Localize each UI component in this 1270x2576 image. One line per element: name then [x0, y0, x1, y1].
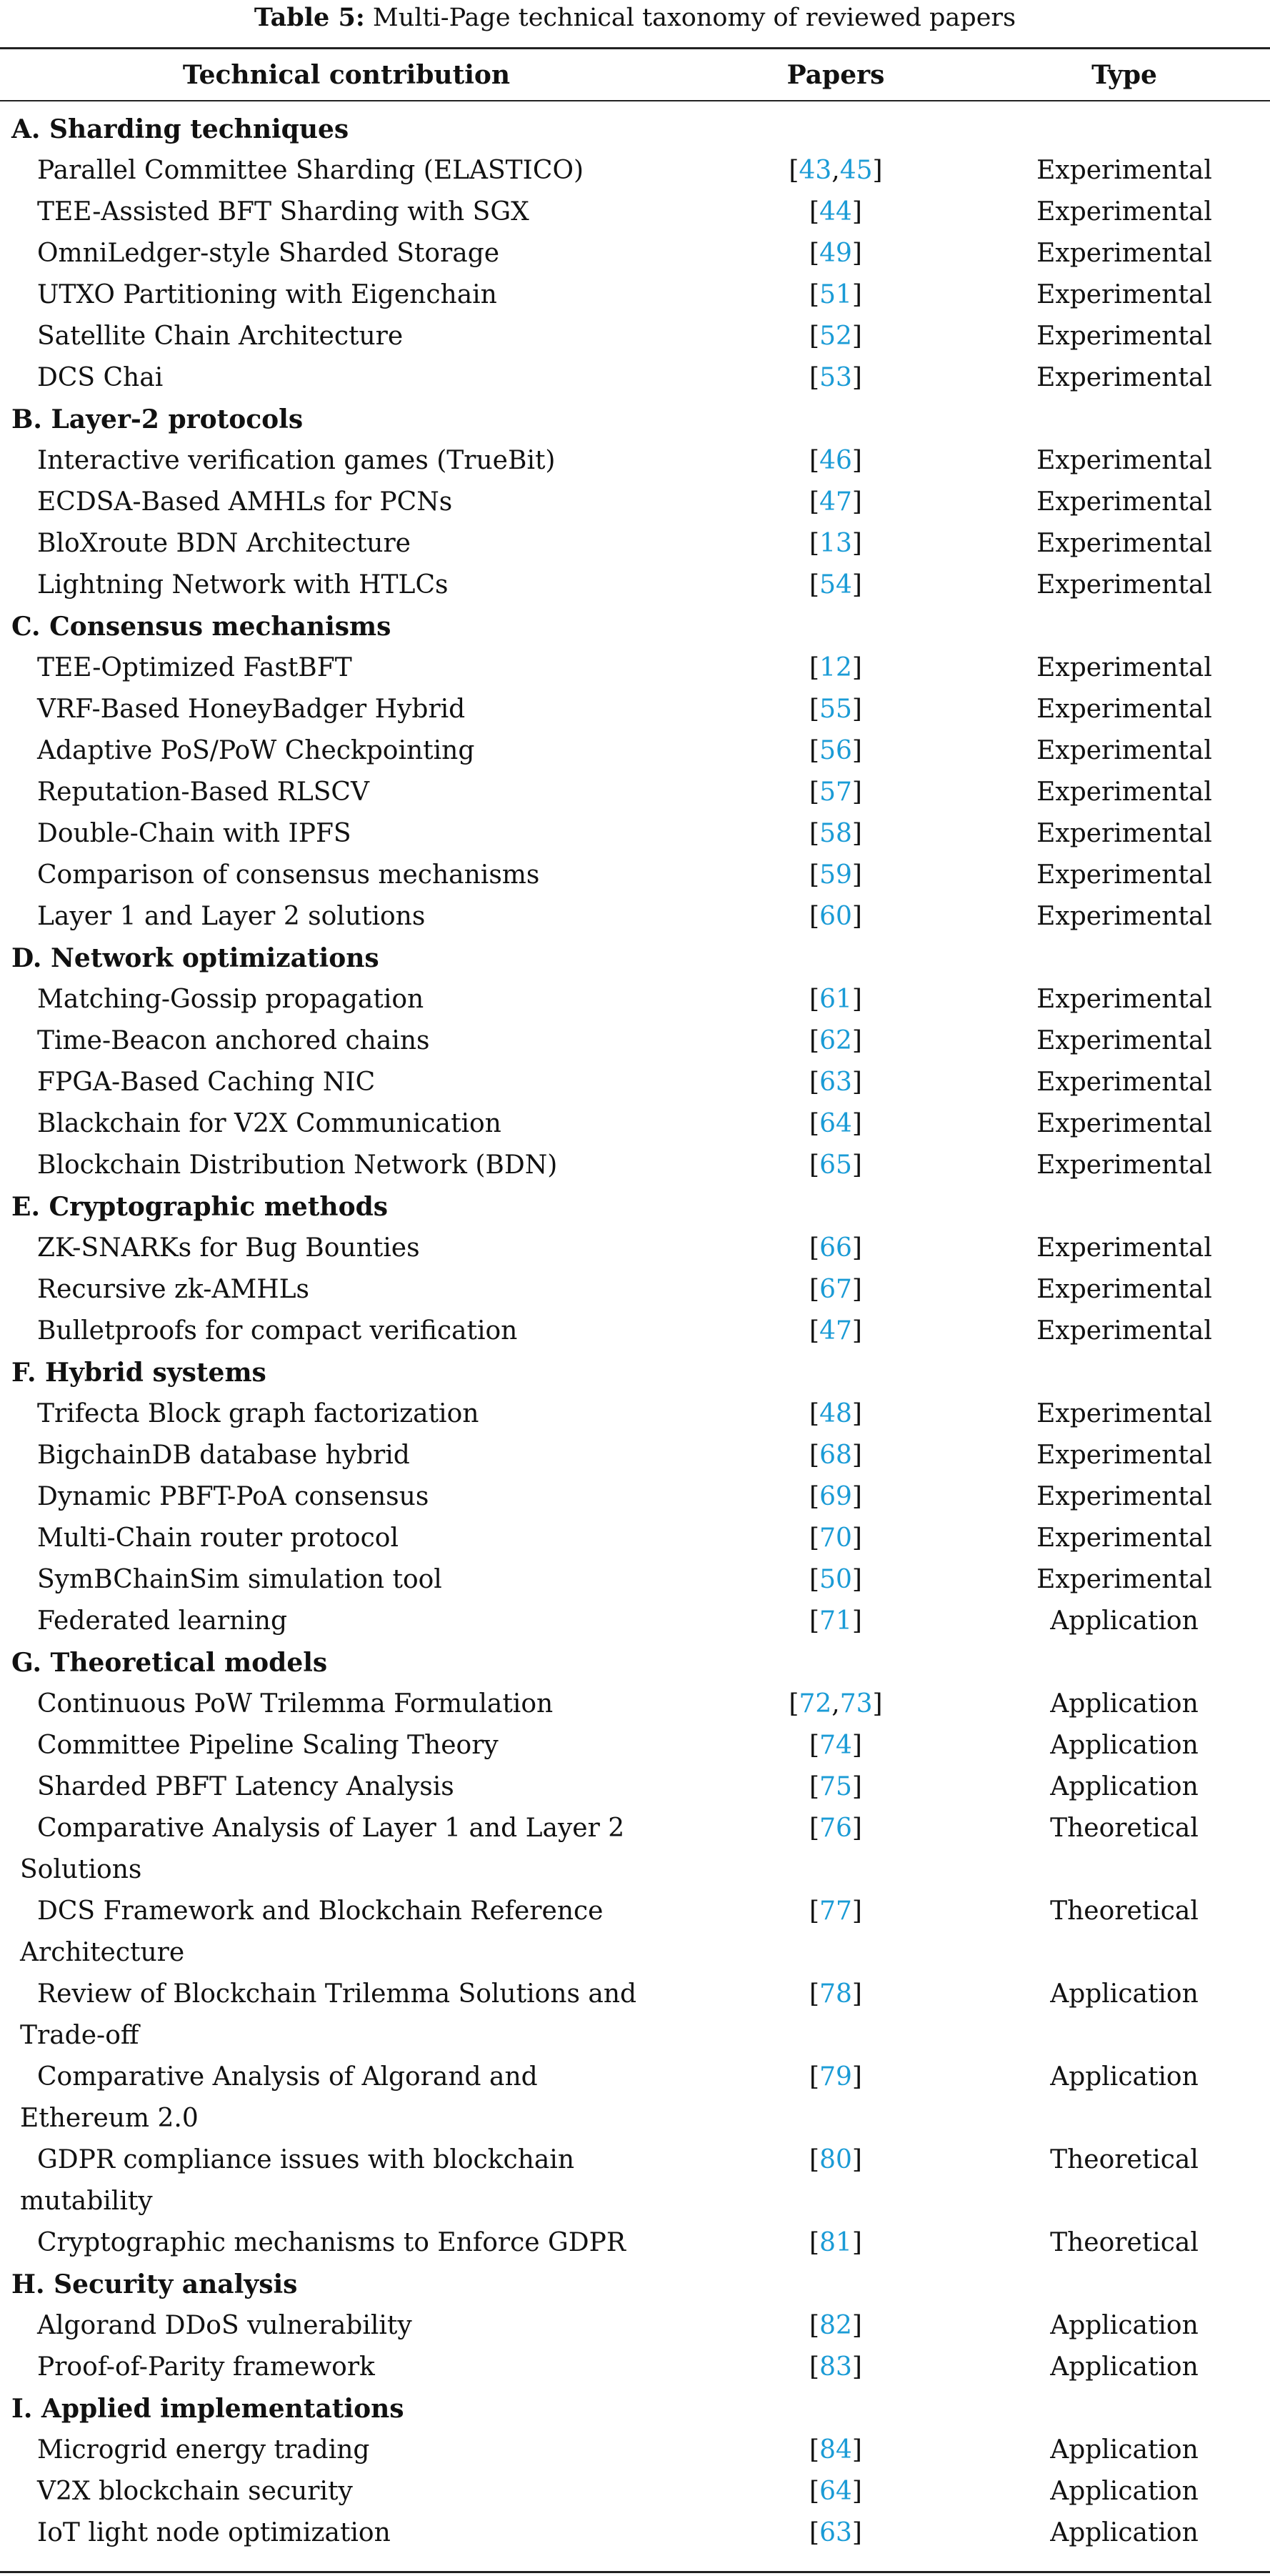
- table-row: [0, 1891, 1270, 1974]
- table-row: [0, 855, 1270, 896]
- type-cell: Application: [1050, 2435, 1199, 2465]
- table-header-rule: [0, 100, 1270, 101]
- technical-contribution-cell: Adaptive PoS/PoW Checkpointing: [37, 736, 475, 765]
- type-cell: Experimental: [1036, 902, 1212, 931]
- citation-link[interactable]: 58: [819, 819, 852, 848]
- papers-cell: [63]: [809, 1068, 862, 1097]
- technical-contribution-cell: GDPR compliance issues with blockchain mutability: [20, 2145, 575, 2216]
- citation-link[interactable]: 75: [819, 1772, 852, 1801]
- papers-cell: [12]: [809, 653, 862, 682]
- table-row: [0, 730, 1270, 772]
- citation-link[interactable]: 83: [819, 2352, 852, 2382]
- table-row: [0, 2471, 1270, 2512]
- category-label: H. Security analysis: [11, 2269, 298, 2299]
- category-row: [0, 1186, 1270, 1228]
- technical-contribution-cell: VRF-Based HoneyBadger Hybrid: [37, 695, 466, 724]
- citation-link[interactable]: 72: [799, 1689, 832, 1719]
- citation-link[interactable]: 63: [819, 1068, 852, 1097]
- table-row: [0, 523, 1270, 565]
- citation-link[interactable]: 55: [819, 695, 852, 724]
- table-row: [0, 1020, 1270, 1062]
- type-cell: Application: [1050, 1606, 1199, 1636]
- table-row: [0, 1559, 1270, 1601]
- table-row: [0, 1725, 1270, 1766]
- category-row: [0, 109, 1270, 150]
- citation-link[interactable]: 70: [819, 1523, 852, 1553]
- table-row: [0, 647, 1270, 689]
- category-label: B. Layer-2 protocols: [11, 404, 304, 434]
- technical-contribution-cell: SymBChainSim simulation tool: [37, 1565, 442, 1594]
- type-cell: Application: [1050, 2477, 1199, 2506]
- type-cell: Experimental: [1036, 777, 1212, 807]
- papers-cell: [77]: [809, 1896, 862, 1926]
- papers-cell: [79]: [809, 2062, 862, 2092]
- technical-contribution-cell: V2X blockchain security: [37, 2477, 353, 2506]
- table-row: [0, 1974, 1270, 2057]
- type-cell: Experimental: [1036, 529, 1212, 558]
- citation-link[interactable]: 44: [819, 197, 852, 227]
- technical-contribution-cell: Interactive verification games (TrueBit): [37, 446, 556, 475]
- table-row: [0, 1476, 1270, 1518]
- table-row: [0, 2347, 1270, 2388]
- table-caption: [0, 0, 1270, 36]
- technical-contribution-cell: Comparison of consensus mechanisms: [37, 860, 540, 890]
- technical-contribution-cell: OmniLedger-style Sharded Storage: [37, 239, 500, 268]
- type-cell: Application: [1050, 2352, 1199, 2382]
- citation-link[interactable]: 65: [819, 1150, 852, 1180]
- type-cell: Theoretical: [1050, 1814, 1199, 1843]
- table-row: [0, 1766, 1270, 1808]
- papers-cell: [84]: [809, 2435, 862, 2465]
- technical-contribution-cell: Proof-of-Parity framework: [37, 2352, 375, 2382]
- category-row: [0, 2264, 1270, 2305]
- table-row: [0, 1145, 1270, 1186]
- table-body: [0, 109, 1270, 2554]
- type-cell: Theoretical: [1050, 2228, 1199, 2257]
- technical-contribution-cell: Algorand DDoS vulnerability: [37, 2311, 412, 2340]
- column-header-contribution: Technical contribution: [182, 60, 511, 90]
- type-cell: Experimental: [1036, 1482, 1212, 1511]
- table-row: [0, 192, 1270, 233]
- table-row: [0, 2512, 1270, 2554]
- papers-cell: [62]: [809, 1026, 862, 1055]
- citation-link[interactable]: 74: [819, 1731, 852, 1760]
- technical-contribution-cell: Bulletproofs for compact verification: [37, 1316, 518, 1346]
- citation-link[interactable]: 48: [819, 1399, 852, 1428]
- citation-link[interactable]: 81: [819, 2228, 852, 2257]
- type-cell: Application: [1050, 1979, 1199, 2009]
- table-row: [0, 233, 1270, 274]
- table-row: [0, 813, 1270, 855]
- technical-contribution-cell: Continuous PoW Trilemma Formulation: [37, 1689, 554, 1719]
- papers-cell: [65]: [809, 1150, 862, 1180]
- citation-link[interactable]: 78: [819, 1979, 852, 2009]
- citation-link[interactable]: 80: [819, 2145, 852, 2174]
- type-cell: Experimental: [1036, 819, 1212, 848]
- papers-cell: [54]: [809, 570, 862, 600]
- technical-contribution-cell: ECDSA-Based AMHLs for PCNs: [37, 487, 453, 517]
- technical-contribution-cell: FPGA-Based Caching NIC: [37, 1068, 376, 1097]
- type-cell: Experimental: [1036, 280, 1212, 309]
- table-row: [0, 1062, 1270, 1103]
- table-caption-label: Table 5:: [254, 3, 365, 32]
- category-label: I. Applied implementations: [11, 2394, 404, 2424]
- technical-contribution-cell: IoT light node optimization: [37, 2518, 391, 2547]
- category-label: A. Sharding techniques: [11, 114, 349, 144]
- citation-link[interactable]: 47: [819, 487, 852, 517]
- table-row: [0, 274, 1270, 316]
- technical-contribution-cell: ZK-SNARKs for Bug Bounties: [37, 1233, 420, 1263]
- type-cell: Experimental: [1036, 1026, 1212, 1055]
- papers-cell: [47]: [809, 487, 862, 517]
- type-cell: Experimental: [1036, 487, 1212, 517]
- citation-link[interactable]: 69: [819, 1482, 852, 1511]
- citation-link[interactable]: 12: [819, 653, 852, 682]
- category-label: F. Hybrid systems: [11, 1358, 266, 1388]
- category-row: [0, 1352, 1270, 1393]
- table-row: [0, 2430, 1270, 2471]
- citation-link[interactable]: 46: [819, 446, 852, 475]
- type-cell: Theoretical: [1050, 2145, 1199, 2174]
- citation-link[interactable]: 61: [819, 985, 852, 1014]
- papers-cell: [80]: [809, 2145, 862, 2174]
- technical-contribution-cell: Blackchain for V2X Communication: [37, 1109, 501, 1138]
- table-row: [0, 1518, 1270, 1559]
- technical-contribution-cell: Parallel Committee Sharding (ELASTICO): [37, 156, 584, 185]
- table-row: [0, 1684, 1270, 1725]
- table-row: [0, 565, 1270, 606]
- type-cell: Experimental: [1036, 985, 1212, 1014]
- type-cell: Application: [1050, 2518, 1199, 2547]
- citation-link[interactable]: 68: [819, 1441, 852, 1470]
- papers-cell: [13]: [809, 529, 862, 558]
- citation-link[interactable]: 50: [819, 1565, 852, 1594]
- papers-cell: [51]: [809, 280, 862, 309]
- citation-link[interactable]: 82: [819, 2311, 852, 2340]
- citation-link[interactable]: 45: [839, 156, 873, 185]
- technical-contribution-cell: Dynamic PBFT-PoA consensus: [37, 1482, 429, 1511]
- category-label: G. Theoretical models: [11, 1648, 328, 1678]
- papers-cell: [48]: [809, 1399, 862, 1428]
- type-cell: Theoretical: [1050, 1896, 1199, 1926]
- papers-cell: [82]: [809, 2311, 862, 2340]
- technical-contribution-cell: Review of Blockchain Trilemma Solutions and Trade-off: [20, 1979, 637, 2050]
- technical-contribution-cell: Comparative Analysis of Algorand and Ethereum 2.0: [20, 2062, 538, 2133]
- table-row: [0, 2305, 1270, 2347]
- type-cell: Experimental: [1036, 736, 1212, 765]
- technical-contribution-cell: Blockchain Distribution Network (BDN): [37, 1150, 558, 1180]
- citation-link[interactable]: 51: [819, 280, 852, 309]
- citation-link[interactable]: 53: [819, 363, 852, 392]
- papers-cell: [68]: [809, 1441, 862, 1470]
- table-row: [0, 440, 1270, 482]
- table-row: [0, 1269, 1270, 1311]
- table-caption-text: Multi-Page technical taxonomy of reviewed papers: [372, 4, 1016, 32]
- papers-cell: [59]: [809, 860, 862, 890]
- category-row: [0, 399, 1270, 440]
- type-cell: Experimental: [1036, 1068, 1212, 1097]
- papers-cell: [61]: [809, 985, 862, 1014]
- papers-cell: [75]: [809, 1772, 862, 1801]
- technical-contribution-cell: Trifecta Block graph factorization: [37, 1399, 479, 1428]
- technical-contribution-cell: TEE-Assisted BFT Sharding with SGX: [37, 197, 529, 227]
- papers-cell: [71]: [809, 1606, 862, 1636]
- table-row: [0, 1311, 1270, 1352]
- table-row: [0, 2057, 1270, 2139]
- type-cell: Experimental: [1036, 1316, 1212, 1346]
- technical-contribution-cell: DCS Framework and Blockchain Reference Architecture: [20, 1896, 604, 1967]
- type-cell: Experimental: [1036, 239, 1212, 268]
- papers-cell: [43,45]: [789, 156, 883, 185]
- technical-contribution-cell: Recursive zk-AMHLs: [37, 1275, 309, 1304]
- table-row: [0, 1228, 1270, 1269]
- citation-link[interactable]: 57: [819, 777, 852, 807]
- table-row: [0, 689, 1270, 730]
- citation-link[interactable]: 54: [819, 570, 852, 600]
- category-label: E. Cryptographic methods: [11, 1192, 389, 1222]
- technical-contribution-cell: Lightning Network with HTLCs: [37, 570, 449, 600]
- table-row: [0, 772, 1270, 813]
- category-label: C. Consensus mechanisms: [11, 612, 391, 642]
- technical-contribution-cell: Cryptographic mechanisms to Enforce GDPR: [37, 2228, 626, 2257]
- technical-contribution-cell: Matching-Gossip propagation: [37, 985, 424, 1014]
- type-cell: Experimental: [1036, 1150, 1212, 1180]
- type-cell: Application: [1050, 1772, 1199, 1801]
- citation-link[interactable]: 49: [819, 239, 852, 268]
- technical-contribution-cell: Multi-Chain router protocol: [37, 1523, 399, 1553]
- type-cell: Experimental: [1036, 1233, 1212, 1263]
- papers-cell: [53]: [809, 363, 862, 392]
- papers-cell: [47]: [809, 1316, 862, 1346]
- table-row: [0, 979, 1270, 1020]
- papers-cell: [83]: [809, 2352, 862, 2382]
- technical-contribution-cell: Satellite Chain Architecture: [37, 322, 404, 351]
- type-cell: Experimental: [1036, 1441, 1212, 1470]
- type-cell: Experimental: [1036, 1109, 1212, 1138]
- papers-cell: [67]: [809, 1275, 862, 1304]
- citation-link[interactable]: 66: [819, 1233, 852, 1263]
- category-row: [0, 2388, 1270, 2430]
- papers-cell: [55]: [809, 695, 862, 724]
- papers-cell: [60]: [809, 902, 862, 931]
- table-row: [0, 1435, 1270, 1476]
- type-cell: Experimental: [1036, 156, 1212, 185]
- citation-link[interactable]: 52: [819, 322, 852, 351]
- papers-cell: [72,73]: [789, 1689, 883, 1719]
- type-cell: Experimental: [1036, 1399, 1212, 1428]
- column-header-papers: Papers: [786, 60, 885, 90]
- technical-contribution-cell: Committee Pipeline Scaling Theory: [37, 1731, 499, 1760]
- papers-cell: [56]: [809, 736, 862, 765]
- category-row: [0, 938, 1270, 979]
- papers-cell: [49]: [809, 239, 862, 268]
- type-cell: Experimental: [1036, 1275, 1212, 1304]
- papers-cell: [63]: [809, 2518, 862, 2547]
- papers-cell: [70]: [809, 1523, 862, 1553]
- category-row: [0, 1642, 1270, 1684]
- citation-link[interactable]: 67: [819, 1275, 852, 1304]
- citation-link[interactable]: 71: [819, 1606, 852, 1636]
- type-cell: Experimental: [1036, 446, 1212, 475]
- table-row: [0, 2139, 1270, 2222]
- technical-contribution-cell: Reputation-Based RLSCV: [37, 777, 369, 807]
- papers-cell: [57]: [809, 777, 862, 807]
- table-row: [0, 896, 1270, 938]
- category-label: D. Network optimizations: [11, 943, 379, 973]
- table-row: [0, 2222, 1270, 2264]
- technical-contribution-cell: Double-Chain with IPFS: [37, 819, 351, 848]
- type-cell: Experimental: [1036, 1565, 1212, 1594]
- table-row: [0, 1103, 1270, 1145]
- table-row: [0, 316, 1270, 357]
- table-bottom-rule: [0, 2571, 1270, 2573]
- type-cell: Application: [1050, 1731, 1199, 1760]
- technical-contribution-cell: Federated learning: [37, 1606, 288, 1636]
- type-cell: Experimental: [1036, 653, 1212, 682]
- citation-link[interactable]: 76: [819, 1814, 852, 1843]
- column-header-type: Type: [1091, 60, 1157, 90]
- table-row: [0, 1808, 1270, 1891]
- papers-cell: [76]: [809, 1814, 862, 1843]
- citation-link[interactable]: 47: [819, 1316, 852, 1346]
- citation-link[interactable]: 59: [819, 860, 852, 890]
- papers-cell: [46]: [809, 446, 862, 475]
- citation-link[interactable]: 79: [819, 2062, 852, 2092]
- technical-contribution-cell: TEE-Optimized FastBFT: [37, 653, 352, 682]
- technical-contribution-cell: Time-Beacon anchored chains: [37, 1026, 430, 1055]
- technical-contribution-cell: Microgrid energy trading: [37, 2435, 370, 2465]
- table-row: [0, 150, 1270, 192]
- citation-link[interactable]: 63: [819, 2518, 852, 2547]
- type-cell: Experimental: [1036, 1523, 1212, 1553]
- table-row: [0, 482, 1270, 523]
- type-cell: Experimental: [1036, 322, 1212, 351]
- table-top-rule: [0, 47, 1270, 49]
- type-cell: Experimental: [1036, 695, 1212, 724]
- table-row: [0, 1393, 1270, 1435]
- technical-contribution-cell: Layer 1 and Layer 2 solutions: [37, 902, 426, 931]
- citation-link[interactable]: 62: [819, 1026, 852, 1055]
- papers-cell: [64]: [809, 2477, 862, 2506]
- type-cell: Application: [1050, 1689, 1199, 1719]
- technical-contribution-cell: BigchainDB database hybrid: [37, 1441, 410, 1470]
- table-row: [0, 357, 1270, 399]
- type-cell: Experimental: [1036, 860, 1212, 890]
- citation-link[interactable]: 64: [819, 2477, 852, 2506]
- papers-cell: [58]: [809, 819, 862, 848]
- citation-link[interactable]: 43: [799, 156, 832, 185]
- papers-cell: [44]: [809, 197, 862, 227]
- papers-cell: [66]: [809, 1233, 862, 1263]
- technical-contribution-cell: UTXO Partitioning with Eigenchain: [37, 280, 497, 309]
- type-cell: Application: [1050, 2062, 1199, 2092]
- category-row: [0, 606, 1270, 647]
- citation-link[interactable]: 56: [819, 736, 852, 765]
- table-row: [0, 1601, 1270, 1642]
- papers-cell: [74]: [809, 1731, 862, 1760]
- technical-contribution-cell: Comparative Analysis of Layer 1 and Layer 2 Solutions: [20, 1814, 625, 1884]
- type-cell: Application: [1050, 2311, 1199, 2340]
- citation-link[interactable]: 13: [819, 529, 852, 558]
- papers-cell: [50]: [809, 1565, 862, 1594]
- technical-contribution-cell: BloXroute BDN Architecture: [37, 529, 411, 558]
- papers-cell: [78]: [809, 1979, 862, 2009]
- citation-link[interactable]: 77: [819, 1896, 852, 1926]
- type-cell: Experimental: [1036, 570, 1212, 600]
- papers-cell: [69]: [809, 1482, 862, 1511]
- citation-link[interactable]: 73: [839, 1689, 873, 1719]
- citation-link[interactable]: 60: [819, 902, 852, 931]
- technical-contribution-cell: DCS Chai: [37, 363, 164, 392]
- papers-cell: [52]: [809, 322, 862, 351]
- citation-link[interactable]: 84: [819, 2435, 852, 2465]
- papers-cell: [81]: [809, 2228, 862, 2257]
- technical-contribution-cell: Sharded PBFT Latency Analysis: [37, 1772, 454, 1801]
- citation-link[interactable]: 64: [819, 1109, 852, 1138]
- type-cell: Experimental: [1036, 363, 1212, 392]
- type-cell: Experimental: [1036, 197, 1212, 227]
- papers-cell: [64]: [809, 1109, 862, 1138]
